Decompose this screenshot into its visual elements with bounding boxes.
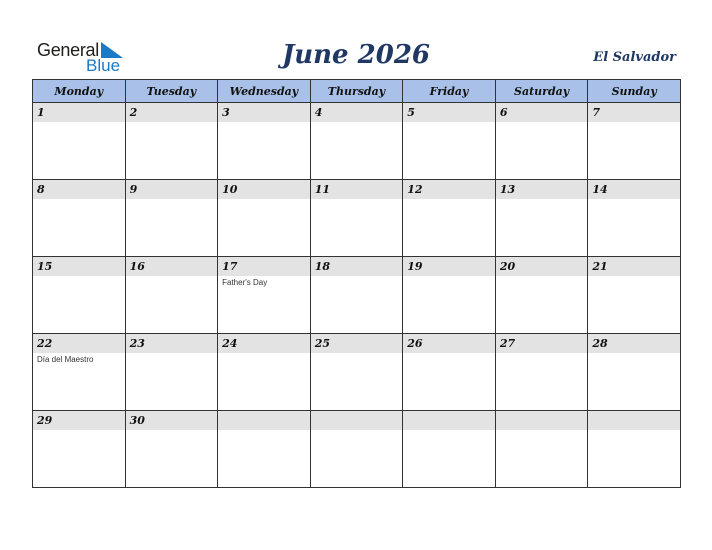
day-number-band: [311, 257, 403, 276]
day-number-band: [33, 411, 125, 430]
day-cell[interactable]: [125, 257, 218, 334]
day-cell[interactable]: [588, 180, 681, 257]
day-cell[interactable]: [403, 257, 496, 334]
day-number: 22: [37, 337, 53, 350]
day-number-band: [496, 103, 588, 122]
day-cell[interactable]: [403, 103, 496, 180]
day-number-band: [403, 257, 495, 276]
day-cell[interactable]: [495, 103, 588, 180]
holiday-label: [33, 122, 125, 124]
day-cell[interactable]: [495, 180, 588, 257]
holiday-label: [311, 353, 403, 355]
day-cell[interactable]: [310, 411, 403, 488]
day-cell[interactable]: [218, 180, 311, 257]
day-cell[interactable]: [588, 334, 681, 411]
day-number: 15: [37, 260, 53, 273]
day-cell[interactable]: [403, 334, 496, 411]
holiday-label: [218, 199, 310, 201]
week-row: [33, 411, 681, 488]
day-number: 5: [407, 106, 415, 119]
country-name: El Salvador: [593, 50, 676, 65]
day-cell[interactable]: [218, 334, 311, 411]
day-number-band: [588, 334, 680, 353]
day-cell[interactable]: [125, 334, 218, 411]
week-row: [33, 180, 681, 257]
holiday-label: [126, 122, 218, 124]
day-number-band: [496, 180, 588, 199]
day-number-band: [218, 334, 310, 353]
day-number-band: [496, 257, 588, 276]
holiday-label: [588, 353, 680, 355]
day-cell[interactable]: [33, 334, 126, 411]
holiday-label: [126, 353, 218, 355]
day-number: 2: [129, 106, 138, 119]
holiday-label: [496, 122, 588, 124]
holiday-label: [311, 430, 403, 432]
day-number: 23: [129, 337, 145, 350]
day-number: 26: [407, 337, 423, 350]
day-cell[interactable]: [310, 103, 403, 180]
holiday-label: [588, 122, 680, 124]
day-number: 13: [499, 183, 516, 196]
day-number: 28: [592, 337, 608, 350]
day-number: 30: [129, 414, 145, 427]
day-number-band: [403, 103, 495, 122]
day-number: 8: [37, 183, 45, 196]
day-cell[interactable]: [495, 334, 588, 411]
day-number-band: [33, 103, 125, 122]
day-number: 20: [499, 260, 516, 273]
day-number-band: [33, 334, 125, 353]
holiday-label: [588, 199, 680, 201]
weekday-saturday: Saturday: [495, 80, 588, 103]
holiday-label: [588, 430, 680, 432]
day-number: 29: [37, 414, 53, 427]
day-number-band: [126, 103, 218, 122]
holiday-label: [403, 430, 495, 432]
day-number-band: [126, 257, 218, 276]
day-number-band: [33, 257, 125, 276]
holiday-label: [496, 430, 588, 432]
day-number: 11: [314, 183, 330, 196]
holiday-label: [311, 199, 403, 201]
holiday-label: [588, 276, 680, 278]
day-number-band: [496, 411, 588, 430]
day-cell[interactable]: [403, 180, 496, 257]
day-cell[interactable]: [125, 411, 218, 488]
day-number: 9: [129, 183, 138, 196]
day-cell[interactable]: [588, 103, 681, 180]
holiday-label: [403, 276, 495, 278]
holiday-label: [403, 199, 495, 201]
day-number: 14: [592, 183, 608, 196]
day-number: 6: [499, 106, 508, 119]
day-number-band: [588, 257, 680, 276]
day-cell[interactable]: [495, 257, 588, 334]
holiday-label: [496, 276, 588, 278]
holiday-label: [496, 353, 588, 355]
day-number-band: [403, 180, 495, 199]
day-number-band: [311, 103, 403, 122]
holiday-label: [126, 276, 218, 278]
day-number: 25: [314, 337, 330, 350]
holiday-label: [126, 199, 218, 201]
day-number-band: [126, 334, 218, 353]
holiday-label: [311, 276, 403, 278]
calendar-grid: [32, 79, 681, 488]
week-row: [33, 103, 681, 180]
day-number: 18: [314, 260, 330, 273]
day-cell[interactable]: [310, 180, 403, 257]
day-cell[interactable]: [33, 103, 126, 180]
day-cell[interactable]: [33, 411, 126, 488]
day-cell[interactable]: [218, 257, 311, 334]
day-cell[interactable]: [125, 180, 218, 257]
day-number-band: [218, 257, 310, 276]
week-row: [33, 257, 681, 334]
weekday-monday: Monday: [33, 80, 126, 103]
day-number: 19: [407, 260, 423, 273]
weekday-wednesday: Wednesday: [218, 80, 311, 103]
week-row: [33, 334, 681, 411]
weekday-thursday: Thursday: [310, 80, 403, 103]
day-number-band: [311, 334, 403, 353]
day-cell[interactable]: [588, 257, 681, 334]
day-cell[interactable]: [403, 411, 496, 488]
day-number: 10: [222, 183, 238, 196]
holiday-label: Día del Maestro: [37, 355, 94, 364]
holiday-label: [218, 122, 310, 124]
weekday-header-row: [33, 80, 681, 103]
day-number-band: [126, 180, 218, 199]
day-cell[interactable]: [310, 334, 403, 411]
calendar-title: June 2026: [281, 40, 431, 70]
day-number: 21: [592, 260, 608, 273]
day-number: 4: [314, 106, 323, 119]
holiday-label: [33, 199, 125, 201]
day-cell[interactable]: [33, 180, 126, 257]
day-number-band: [588, 411, 680, 430]
day-cell[interactable]: [33, 257, 126, 334]
day-number-band: [588, 103, 680, 122]
day-number-band: [311, 411, 403, 430]
day-number: 27: [499, 337, 516, 350]
day-number-band: [126, 411, 218, 430]
weekday-tuesday: Tuesday: [125, 80, 218, 103]
day-number-band: [33, 180, 125, 199]
holiday-label: [33, 276, 125, 278]
holiday-label: [311, 122, 403, 124]
day-number: 3: [222, 106, 230, 119]
day-number: 16: [129, 260, 145, 273]
day-number: 7: [592, 106, 601, 119]
day-number-band: [218, 180, 310, 199]
day-number: 1: [37, 106, 45, 119]
day-number-band: [218, 103, 310, 122]
holiday-label: [33, 430, 125, 432]
day-cell[interactable]: [310, 257, 403, 334]
weekday-friday: Friday: [403, 80, 496, 103]
holiday-label: [126, 430, 218, 432]
day-number: 12: [407, 183, 423, 196]
day-cell[interactable]: [588, 411, 681, 488]
logo-blue-text: Blue: [86, 56, 121, 75]
holiday-label: [403, 353, 495, 355]
day-number-band: [311, 180, 403, 199]
day-number-band: [403, 334, 495, 353]
holiday-label: [403, 122, 495, 124]
weekday-sunday: Sunday: [588, 80, 681, 103]
logo-general-text: General: [37, 40, 99, 60]
day-number-band: [496, 334, 588, 353]
day-number-band: [218, 411, 310, 430]
holiday-label: [218, 353, 310, 355]
holiday-label: [496, 199, 588, 201]
holiday-label: [218, 430, 310, 432]
day-number-band: [403, 411, 495, 430]
day-cell[interactable]: [125, 103, 218, 180]
day-cell[interactable]: [218, 103, 311, 180]
day-cell[interactable]: [218, 411, 311, 488]
day-number: 17: [222, 260, 238, 273]
calendar-body: [33, 103, 681, 488]
holiday-label: Father's Day: [222, 278, 268, 287]
day-number-band: [588, 180, 680, 199]
day-cell[interactable]: [495, 411, 588, 488]
day-number: 24: [222, 337, 238, 350]
